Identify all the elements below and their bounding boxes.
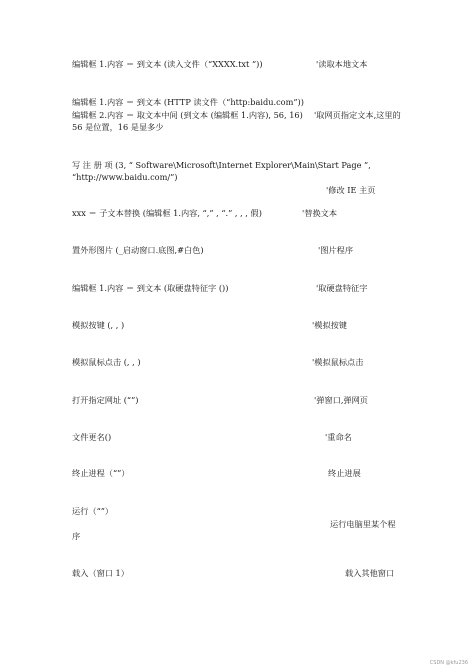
watermark-label: CSDN @kfu236 bbox=[429, 660, 468, 666]
line-kill-process-code: 终止进程（“”） bbox=[72, 468, 130, 478]
line-read-file-code: 编辑框 1.内容 ＝ 到文本 (读入文件（“XXXX.txt ”)) bbox=[72, 59, 263, 69]
line-http-read-code: 编辑框 1.内容 ＝ 到文本 (HTTP 读文件（“http:baidu.com”)) bbox=[72, 97, 304, 107]
line-load-window-comment: 载入其他窗口 bbox=[345, 568, 395, 578]
line-disk-id-code: 编辑框 1.内容 ＝ 到文本 (取硬盘特征字 ()) bbox=[72, 283, 229, 293]
line-run-code: 运行（“”） bbox=[72, 506, 114, 516]
line-mouse-click-comment: '模拟鼠标点击 bbox=[312, 357, 364, 367]
line-replace-code: xxx ＝ 子文本替换 (编辑框 1.内容, “,” , “.” , , , 假) bbox=[72, 208, 262, 218]
line-text-middle-code: 编辑框 2.内容 ＝ 取文本中间 (到文本 (编辑框 1.内容), 56, 16) bbox=[72, 110, 303, 120]
line-disk-id-comment: '取硬盘特征字 bbox=[316, 283, 368, 293]
line-registry-comment: '修改 IE 主页 bbox=[326, 185, 376, 195]
line-run-continuation: 序 bbox=[72, 531, 81, 541]
line-key-press-code: 模拟按键 (, , ) bbox=[72, 320, 125, 330]
line-mouse-click-code: 模拟鼠标点击 (, , ) bbox=[72, 357, 141, 367]
line-shape-image-code: 置外形图片 (_启动窗口.底图,#白色) bbox=[72, 245, 204, 255]
line-shape-image-comment: '图片程序 bbox=[318, 245, 354, 255]
line-rename-comment: '重命名 bbox=[325, 432, 352, 442]
line-open-url-code: 打开指定网址 (“”) bbox=[72, 395, 139, 405]
line-run-comment: 运行电脑里某个程 bbox=[330, 519, 396, 529]
line-registry-code: 写 注 册 项 (3, “ Software\Microsoft\Internet Explorer\Main\Start Page ”, bbox=[72, 160, 371, 170]
line-rename-code: 文件更名() bbox=[72, 432, 112, 442]
line-load-window-code: 载入（窗口 1） bbox=[72, 568, 129, 578]
line-key-press-comment: '模拟按键 bbox=[312, 320, 348, 330]
line-open-url-comment: '弹窗口,弹网页 bbox=[314, 395, 368, 405]
line-position-note: 56 是位置，16 是显多少 bbox=[72, 122, 164, 132]
line-read-file-comment: '读取本地文本 bbox=[316, 59, 368, 69]
line-replace-comment: '替换文本 bbox=[302, 208, 338, 218]
line-registry-url: “http://www.baidu.com/”) bbox=[72, 172, 178, 182]
line-kill-process-comment: 终止进展 bbox=[328, 468, 361, 478]
line-text-middle-comment: '取网页指定文本,这里的 bbox=[314, 110, 401, 120]
